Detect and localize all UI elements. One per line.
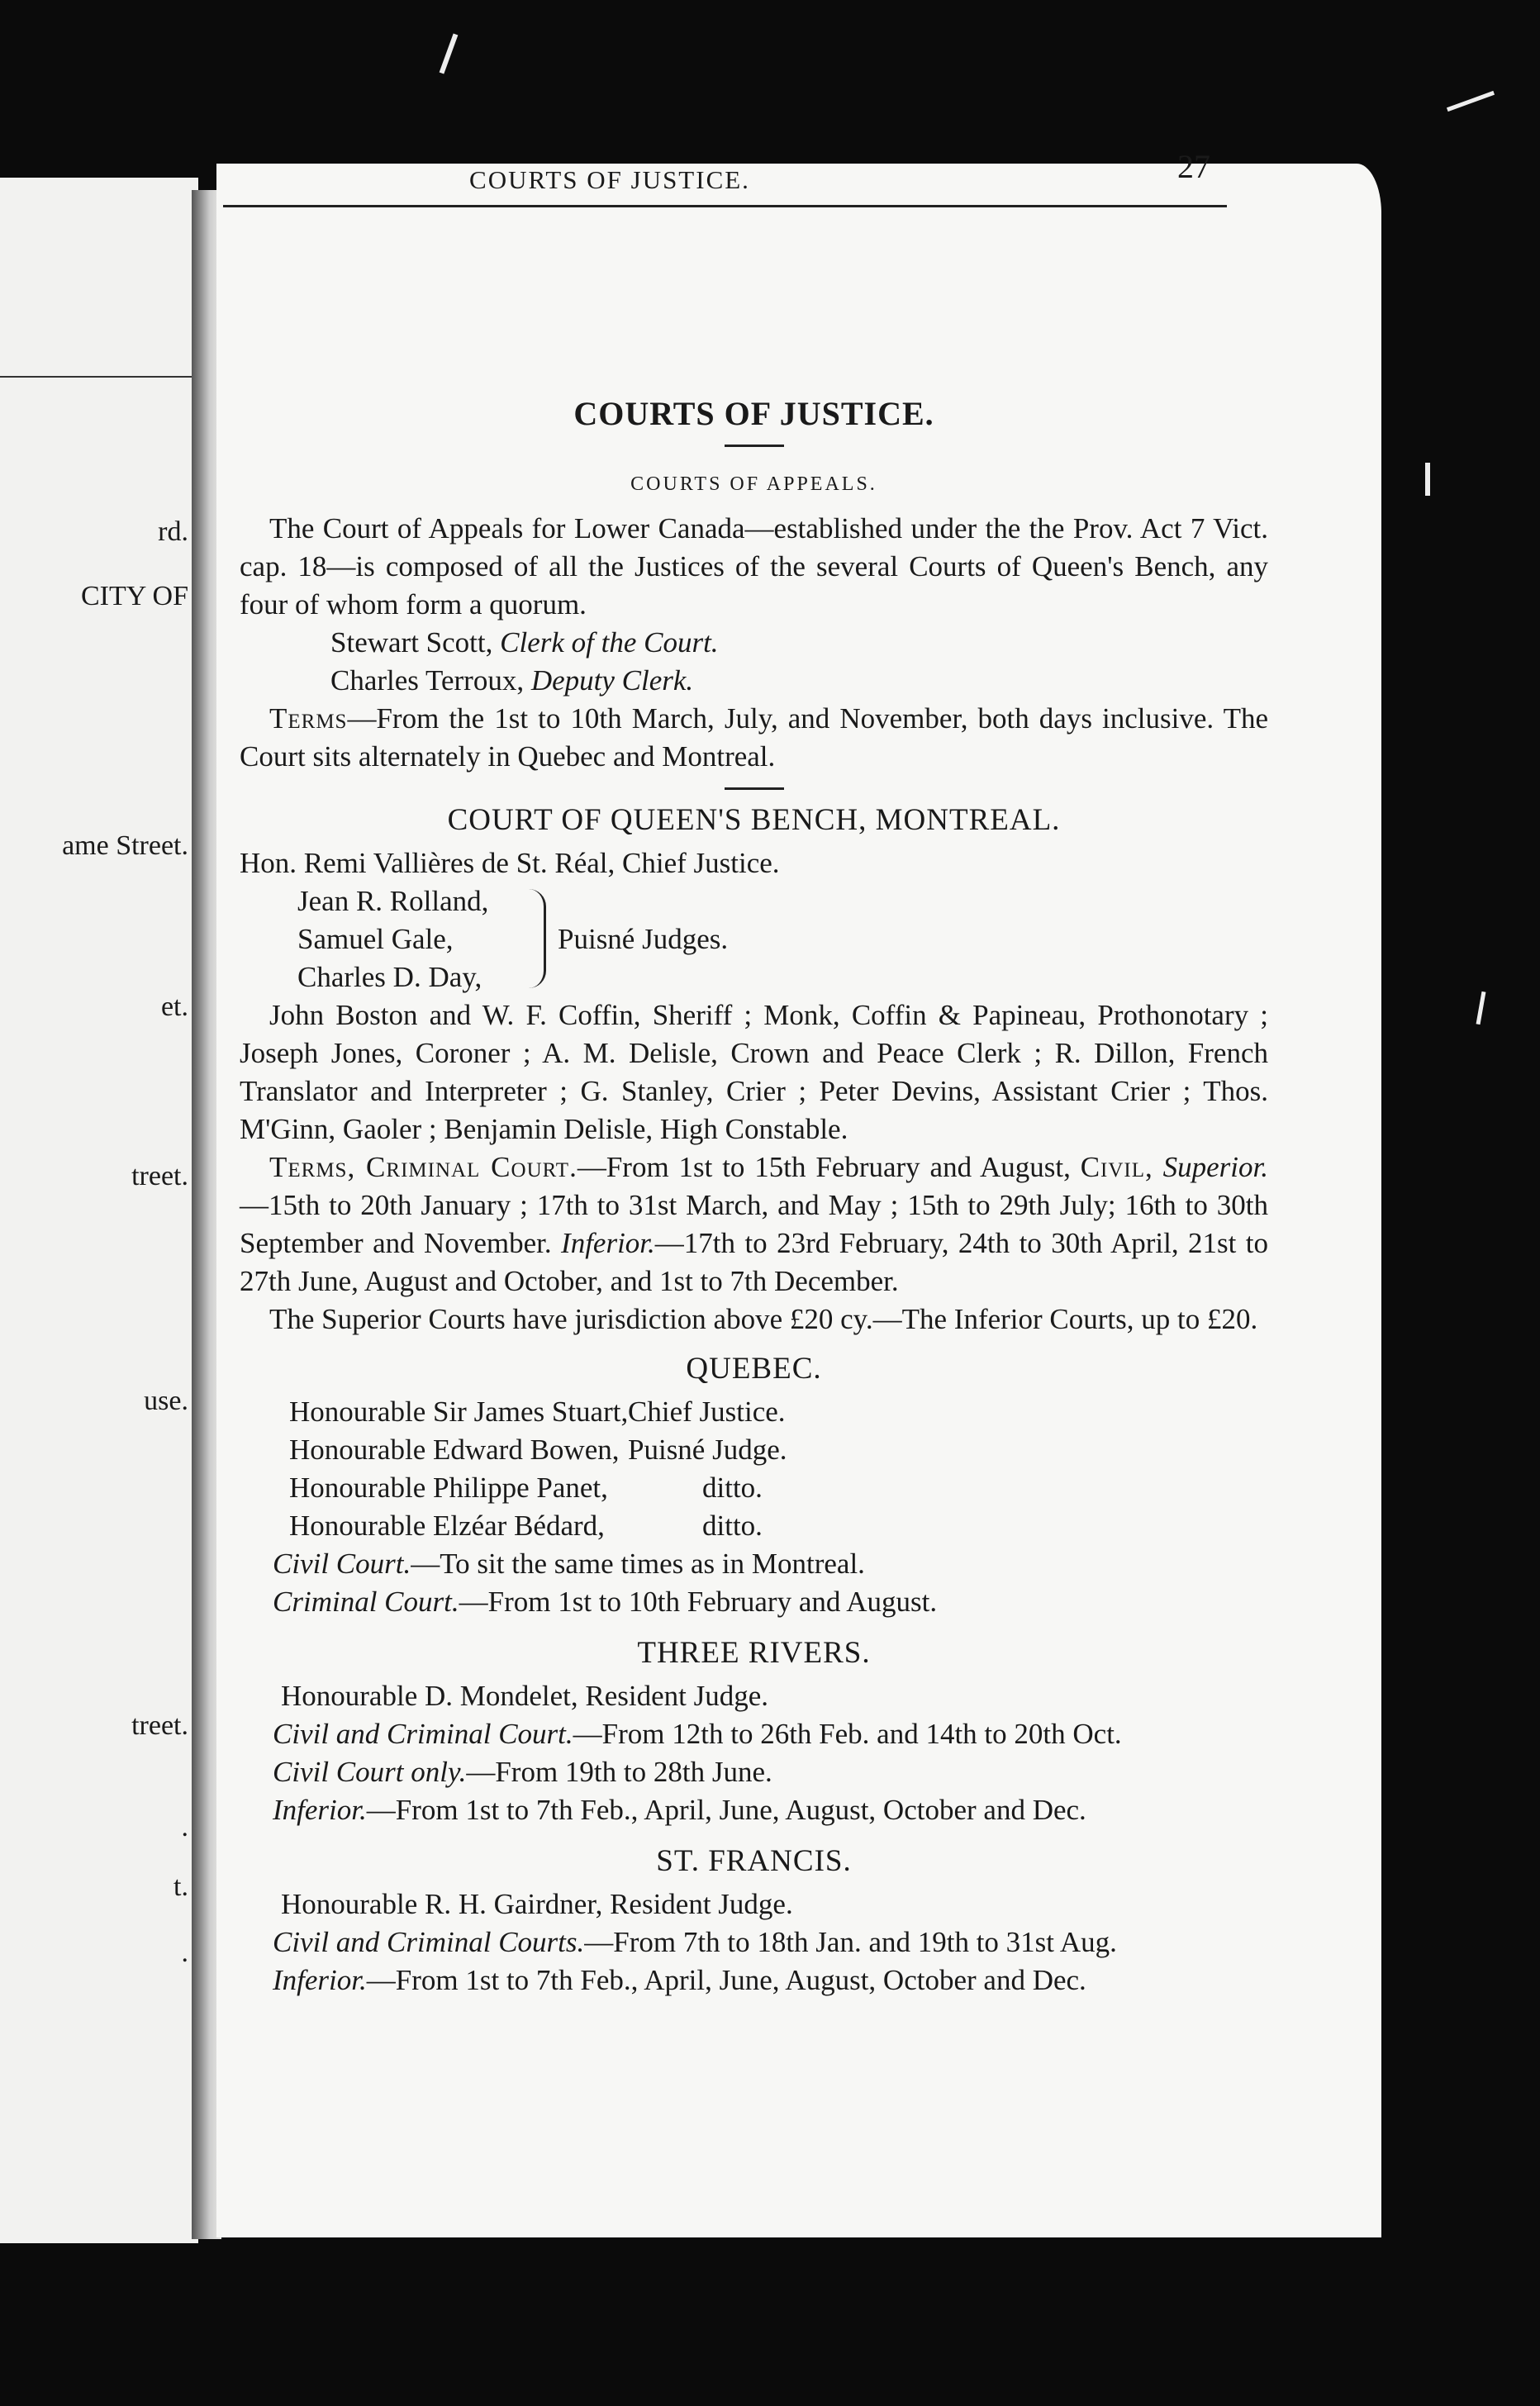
- civil-court-text: —To sit the same times as in Montreal.: [411, 1548, 865, 1580]
- dust-speck: [1476, 991, 1486, 1025]
- three-rivers-judge: Honourable D. Mondelet, Resident Judge.: [281, 1680, 769, 1712]
- left-fragment: .: [181, 1812, 188, 1843]
- judge-role: ditto.: [702, 1510, 763, 1542]
- criminal-court-label: Criminal Court.: [273, 1586, 459, 1618]
- running-head: COURTS OF JUSTICE.: [469, 165, 750, 194]
- left-facing-page: [0, 178, 198, 2243]
- court-label: Inferior.: [273, 1794, 367, 1826]
- quebec-criminal: [240, 1583, 1268, 1621]
- court-text: —From 1st to 7th Feb., April, June, August, October and Dec.: [366, 1794, 1086, 1826]
- dust-speck: [1425, 463, 1430, 496]
- left-fragment: treet.: [131, 1710, 188, 1741]
- brace: [529, 889, 546, 988]
- page-body: [240, 395, 1268, 1999]
- st-francis-cc: [240, 1923, 1268, 1961]
- left-fragment: t.: [173, 1871, 188, 1902]
- clerk-line: [240, 624, 1268, 662]
- deputy-title: Deputy Clerk.: [530, 664, 694, 697]
- terms-text: —15th to 20th January ; 17th to 31st March, and May ; 15th to 29th July; 16th to 30th September and November.: [240, 1189, 1268, 1259]
- judge-row: [289, 1507, 1268, 1545]
- appeals-terms: [240, 700, 1268, 776]
- inferior-label: Inferior.: [561, 1227, 655, 1259]
- puisne-judge: Jean R. Rolland,: [297, 885, 489, 917]
- left-fragment: treet.: [131, 1161, 188, 1191]
- court-label: Civil and Criminal Courts.: [273, 1926, 585, 1958]
- dust-speck: [440, 33, 459, 74]
- left-fragment: use.: [144, 1386, 188, 1416]
- quebec-judges: [240, 1393, 1268, 1545]
- montreal-terms: [240, 1148, 1268, 1300]
- judge-role: Chief Justice.: [628, 1396, 786, 1428]
- judge-name: Honourable Philippe Panet,: [289, 1472, 608, 1504]
- judge-role: Puisné Judge.: [628, 1434, 787, 1466]
- court-text: —From 19th to 28th June.: [466, 1756, 772, 1788]
- civil-court-label: Civil Court.: [273, 1548, 411, 1580]
- header-rule: [223, 205, 1227, 207]
- st-francis-inf: [240, 1961, 1268, 1999]
- judge-name: Honourable Sir James Stuart,: [289, 1396, 629, 1428]
- puisne-judge: Charles D. Day,: [297, 961, 482, 993]
- terms-text: —17th to 23rd February, 24th to 30th April, 21st to 27th June, August and October, and 1st to 7th December.: [240, 1227, 1268, 1297]
- clerk-name: Stewart Scott,: [330, 626, 493, 659]
- three-rivers-heading: THREE RIVERS.: [637, 1636, 871, 1670]
- terms-text: —From 1st to 15th February and August,: [577, 1151, 1071, 1183]
- judge-row: [289, 1393, 1268, 1431]
- terms-text: —From the 1st to 10th March, July, and November, both days inclusive. The Court sits alternately in Quebec and Montreal.: [240, 702, 1268, 773]
- court-text: —From 12th to 26th Feb. and 14th to 20th Oct.: [573, 1718, 1122, 1750]
- quebec-civil: [240, 1545, 1268, 1583]
- dust-speck: [1447, 91, 1495, 112]
- officers-paragraph: John Boston and W. F. Coffin, Sheriff ; Monk, Coffin & Papineau, Prothonotary ; Joseph Jones, Coroner ; A. M. Delisle, Crown and Peace Clerk ; R. Dillon, French Translator and Interpreter ; G. Stanley, Crier ; Peter Devins, Assistant Crier ; Thos. M'Ginn, Gaoler ; Benjamin Delisle, High Constable.: [240, 999, 1268, 1145]
- judge-role: ditto.: [702, 1472, 763, 1504]
- chief-justice-line: Hon. Remi Vallières de St. Réal, Chief Justice.: [240, 847, 780, 879]
- court-label: Inferior.: [273, 1964, 367, 1996]
- st-francis-judge: Honourable R. H. Gairdner, Resident Judge.: [281, 1888, 793, 1920]
- terms-label: Terms: [269, 702, 348, 735]
- main-title: COURTS OF JUSTICE.: [573, 395, 934, 432]
- divider: [725, 787, 784, 790]
- quebec-heading: QUEBEC.: [686, 1352, 822, 1386]
- puisne-judges: [240, 882, 1268, 996]
- left-fragment: .: [181, 1938, 188, 1968]
- criminal-court-text: —From 1st to 10th February and August.: [459, 1586, 938, 1618]
- three-rivers-cc: [240, 1715, 1268, 1753]
- judge-name: Honourable Edward Bowen,: [289, 1434, 620, 1466]
- left-fragment: rd.: [158, 516, 188, 547]
- three-rivers-inf: [240, 1791, 1268, 1829]
- court-label: Civil Court only.: [273, 1756, 467, 1788]
- puisne-label: Puisné Judges.: [558, 923, 729, 955]
- puisne-judge: Samuel Gale,: [297, 923, 454, 955]
- three-rivers-co: [240, 1753, 1268, 1791]
- appeals-paragraph: The Court of Appeals for Lower Canada—established under the the Prov. Act 7 Vict. cap. 18—is composed of all the Justices of the several Courts of Queen's Bench, any four of whom form a quorum.: [240, 512, 1268, 621]
- superior-label: Superior.: [1162, 1151, 1268, 1183]
- st-francis-heading: ST. FRANCIS.: [656, 1844, 852, 1878]
- left-fragment: ame Street.: [62, 830, 188, 861]
- court-label: Civil and Criminal Court.: [273, 1718, 573, 1750]
- judge-row: [289, 1469, 1268, 1507]
- judge-row: [289, 1431, 1268, 1469]
- deputy-line: [240, 662, 1268, 700]
- left-fragment: CITY OF: [80, 581, 188, 611]
- deputy-name: Charles Terroux,: [330, 664, 525, 697]
- page-number: 27: [1177, 148, 1210, 185]
- judge-name: Honourable Elzéar Bédard,: [289, 1510, 605, 1542]
- montreal-heading: COURT OF QUEEN'S BENCH, MONTREAL.: [447, 803, 1061, 837]
- divider: [725, 445, 784, 447]
- civil-label: Civil,: [1080, 1151, 1153, 1183]
- terms-label: Terms, Criminal Court.: [269, 1151, 578, 1183]
- left-fragment: et.: [160, 991, 188, 1022]
- clerk-title: Clerk of the Court.: [500, 626, 719, 659]
- left-page-rule: [0, 376, 192, 378]
- court-text: —From 7th to 18th Jan. and 19th to 31st Aug.: [584, 1926, 1117, 1958]
- court-text: —From 1st to 7th Feb., April, June, August, October and Dec.: [366, 1964, 1086, 1996]
- appeals-heading: COURTS OF APPEALS.: [630, 473, 877, 495]
- jurisdiction-paragraph: The Superior Courts have jurisdiction above £20 cy.—The Inferior Courts, up to £20.: [269, 1303, 1258, 1335]
